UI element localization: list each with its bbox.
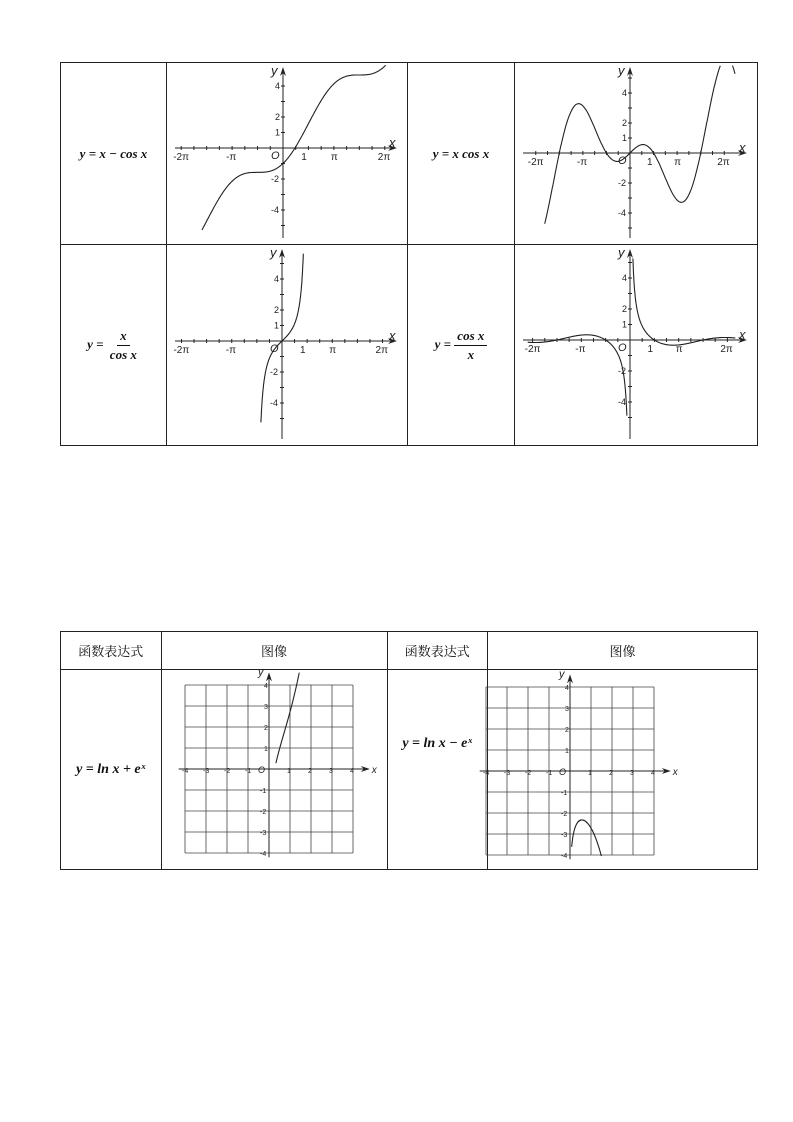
fraction-cosx-over-x bbox=[454, 328, 487, 363]
header-graph: 图像 bbox=[488, 632, 758, 670]
x-tick-label: -2π bbox=[524, 344, 541, 355]
table-row bbox=[61, 670, 758, 870]
origin-label: O bbox=[270, 343, 279, 355]
x-tick-label: -4 bbox=[181, 768, 188, 775]
graph-cell bbox=[161, 666, 387, 870]
fraction-numerator: x bbox=[117, 328, 130, 346]
y-tick-label: -3 bbox=[259, 830, 266, 837]
x-tick-label: -3 bbox=[202, 768, 209, 775]
x-tick-label: 1 bbox=[647, 157, 653, 168]
function-curve bbox=[545, 66, 735, 224]
y-tick-label: -4 bbox=[271, 205, 280, 215]
x-tick-label: -1 bbox=[546, 770, 553, 777]
y-tick-label: 3 bbox=[263, 704, 268, 711]
x-tick-label: 1 bbox=[588, 770, 592, 777]
y-tick-label: -4 bbox=[259, 851, 266, 858]
x-tick-label: 3 bbox=[630, 770, 634, 777]
origin-label: O bbox=[559, 767, 567, 777]
y-axis-label: y bbox=[271, 63, 278, 78]
origin-label: O bbox=[618, 155, 627, 167]
y-tick-label: -3 bbox=[561, 832, 568, 839]
y-axis-label: y bbox=[270, 245, 277, 260]
x-tick-label: 2π bbox=[375, 345, 388, 356]
y-tick-label: -2 bbox=[271, 174, 280, 184]
y-axis-label: y bbox=[618, 245, 625, 260]
y-tick-label: -2 bbox=[618, 178, 627, 188]
y-tick-label: 2 bbox=[565, 727, 569, 734]
y-axis-label: y bbox=[559, 668, 565, 681]
table-row bbox=[61, 63, 758, 245]
formula-y-equals: y = bbox=[434, 335, 452, 351]
formula-cell bbox=[387, 670, 488, 870]
formula-lnx-plus-ex: y = ln x + eˣ bbox=[76, 761, 146, 777]
x-tick-label: -2 bbox=[525, 770, 532, 777]
x-tick-label: π bbox=[675, 344, 683, 355]
function-curve bbox=[633, 259, 736, 346]
trig-graphs-table bbox=[60, 62, 758, 446]
table-row bbox=[61, 245, 758, 446]
x-tick-label: -2 bbox=[223, 768, 230, 775]
header-graph: 图像 bbox=[161, 632, 387, 670]
y-tick-label: -2 bbox=[618, 366, 627, 376]
x-axis-label: x bbox=[672, 767, 678, 778]
graph-cell bbox=[483, 668, 758, 870]
y-tick-label: 2 bbox=[275, 112, 281, 122]
header-formula: 函数表达式 bbox=[387, 632, 488, 670]
function-curve bbox=[275, 673, 298, 764]
origin-label: O bbox=[257, 765, 265, 775]
y-tick-label: 1 bbox=[275, 127, 281, 138]
y-tick-label: 1 bbox=[622, 319, 628, 330]
graph-cell bbox=[515, 63, 758, 245]
graph-cell bbox=[167, 245, 408, 446]
origin-label: O bbox=[271, 150, 280, 162]
y-tick-label: 4 bbox=[275, 81, 281, 91]
y-tick-label: 4 bbox=[274, 274, 280, 284]
x-tick-label: -π bbox=[576, 157, 588, 168]
x-tick-label: -2π bbox=[173, 152, 190, 163]
x-tick-label: 1 bbox=[286, 768, 291, 775]
graph-cell bbox=[515, 245, 758, 446]
graph-cosx-over-x bbox=[515, 245, 757, 445]
x-tick-label: 1 bbox=[647, 344, 654, 355]
graph-lnx-plus-ex bbox=[162, 666, 387, 869]
x-tick-label: -4 bbox=[483, 770, 490, 777]
y-tick-label: -4 bbox=[270, 398, 279, 408]
formula-y-equals: y = bbox=[87, 335, 104, 351]
fraction-denominator: x bbox=[467, 346, 475, 362]
formula-lnx-minus-ex: y = ln x − eˣ bbox=[402, 736, 473, 751]
y-tick-label: -4 bbox=[618, 208, 627, 218]
fraction-numerator: cos x bbox=[454, 328, 487, 346]
function-curve bbox=[572, 820, 602, 856]
y-tick-label: 2 bbox=[263, 725, 268, 732]
x-axis-label: x bbox=[389, 328, 396, 343]
graph-x-cosx bbox=[515, 63, 757, 244]
formula-cell bbox=[61, 245, 167, 446]
x-tick-label: -π bbox=[226, 152, 237, 163]
x-tick-label: 2 bbox=[307, 768, 312, 775]
x-axis-label: x bbox=[739, 140, 746, 155]
x-tick-label: -π bbox=[575, 344, 586, 355]
formula-x-cosx: y = x cos x bbox=[432, 145, 490, 161]
y-tick-label: -2 bbox=[561, 811, 568, 818]
header-row bbox=[61, 632, 758, 670]
x-axis-label: x bbox=[389, 135, 396, 150]
x-tick-label: -π bbox=[225, 345, 236, 356]
x-tick-label: 2π bbox=[717, 157, 730, 168]
x-tick-label: 2 bbox=[609, 770, 613, 777]
y-tick-label: 4 bbox=[565, 685, 569, 692]
x-tick-label: 1 bbox=[300, 345, 306, 356]
formula-cell bbox=[408, 63, 515, 245]
graph-cell bbox=[167, 63, 408, 245]
x-tick-label: 2π bbox=[377, 152, 391, 163]
formula-x-minus-cosx: y = x − cos x bbox=[79, 145, 148, 161]
fraction-x-over-cosx bbox=[107, 328, 140, 363]
y-tick-label: 1 bbox=[263, 746, 268, 753]
x-tick-label: π bbox=[329, 345, 337, 356]
graph-x-minus-cosx bbox=[167, 63, 407, 244]
x-tick-label: -2π bbox=[527, 157, 544, 168]
log-exp-graphs-table bbox=[60, 631, 758, 870]
y-tick-label: -4 bbox=[561, 853, 568, 860]
y-tick-label: -4 bbox=[618, 397, 627, 407]
x-tick-label: 4 bbox=[349, 768, 354, 775]
y-tick-label: 4 bbox=[622, 273, 628, 283]
x-axis-label: x bbox=[739, 327, 746, 342]
y-tick-label: -1 bbox=[561, 790, 568, 797]
x-tick-label: 2π bbox=[720, 344, 733, 355]
x-axis-label: x bbox=[371, 765, 377, 776]
header-formula: 函数表达式 bbox=[61, 632, 162, 670]
formula-cell bbox=[61, 63, 167, 245]
y-tick-label: -2 bbox=[259, 809, 266, 816]
y-tick-label: 2 bbox=[622, 118, 628, 128]
formula-cell bbox=[61, 670, 162, 870]
x-tick-label: -2π bbox=[173, 345, 190, 356]
graph-x-over-cosx bbox=[167, 245, 407, 445]
x-tick-label: -1 bbox=[244, 768, 251, 775]
y-tick-label: 1 bbox=[274, 320, 280, 331]
y-tick-label: 2 bbox=[274, 305, 280, 315]
x-tick-label: 1 bbox=[301, 152, 307, 163]
y-tick-label: -1 bbox=[259, 788, 266, 795]
x-tick-label: π bbox=[674, 157, 682, 168]
x-tick-label: 3 bbox=[328, 768, 333, 775]
y-tick-label: -2 bbox=[270, 367, 279, 377]
x-tick-label: π bbox=[330, 152, 338, 163]
y-tick-label: 1 bbox=[622, 133, 628, 143]
y-axis-label: y bbox=[257, 666, 263, 679]
origin-label: O bbox=[618, 342, 627, 354]
y-axis-label: y bbox=[618, 63, 625, 78]
x-tick-label: 4 bbox=[651, 770, 655, 777]
formula-cell bbox=[408, 245, 515, 446]
graph-lnx-minus-ex bbox=[483, 668, 757, 869]
y-tick-label: 4 bbox=[263, 683, 268, 690]
x-tick-label: -3 bbox=[504, 770, 511, 777]
y-tick-label: 1 bbox=[565, 748, 569, 755]
y-tick-label: 2 bbox=[622, 304, 628, 314]
fraction-denominator: cos x bbox=[109, 346, 137, 362]
y-tick-label: 4 bbox=[622, 88, 628, 98]
y-tick-label: 3 bbox=[565, 706, 569, 713]
